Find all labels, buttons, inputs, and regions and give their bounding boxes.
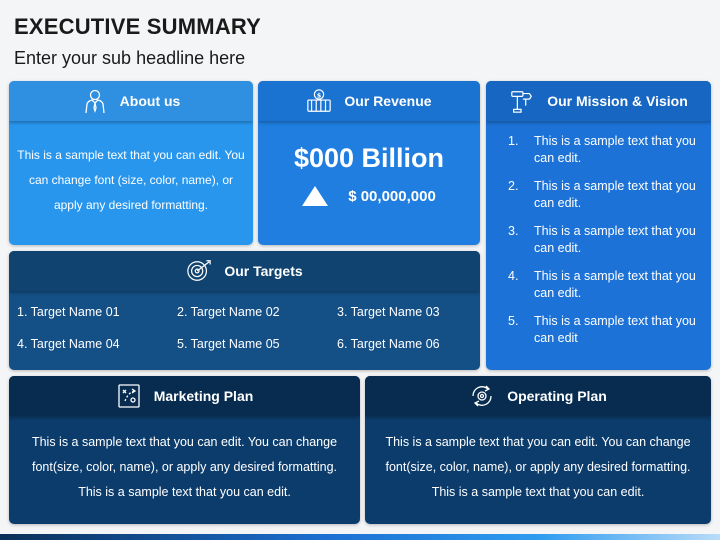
- list-item: [508, 133, 701, 167]
- money-stack-icon: [306, 88, 332, 114]
- mission-list: [486, 121, 711, 347]
- target-item: 4. Target Name 04: [17, 337, 120, 351]
- about-text: This is a sample text that you can edit. You can change font (size, color, name), or apply any desired formatting.: [17, 148, 245, 212]
- target-item: 5. Target Name 05: [177, 337, 280, 351]
- mission-card: [486, 81, 711, 370]
- mission-item-num: 4.: [508, 269, 519, 283]
- marketing-text: This is a sample text that you can edit. You can change font(size, color, name), or apply any desired formatting. This is a sample text that you can edit.: [31, 435, 338, 499]
- target-item: 3. Target Name 03: [337, 305, 440, 319]
- targets-grid: [9, 291, 480, 351]
- mission-item-text: This is a sample text that you can edit.: [534, 134, 696, 165]
- mission-item-text: This is a sample text that you can edit.: [534, 224, 696, 255]
- operating-card: [365, 376, 711, 524]
- revenue-amount: $000 Billion: [293, 143, 445, 173]
- list-item: [508, 223, 701, 257]
- list-item: [508, 268, 701, 302]
- marketing-header: [9, 376, 360, 416]
- bottom-gradient-bar: [0, 534, 720, 540]
- mission-heading: Our Mission & Vision: [547, 93, 688, 109]
- revenue-heading: Our Revenue: [344, 93, 432, 109]
- revenue-sub-amount: $ 00,000,000: [348, 187, 436, 205]
- list-item: [508, 313, 701, 347]
- revenue-header: [258, 81, 480, 121]
- target-item: 1. Target Name 01: [17, 305, 120, 319]
- businessman-icon: [82, 88, 108, 114]
- mission-item-num: 3.: [508, 224, 519, 238]
- about-card: [9, 81, 253, 245]
- cycle-gear-icon: [469, 383, 495, 409]
- mission-item-num: 1.: [508, 134, 519, 148]
- marketing-heading: Marketing Plan: [153, 388, 254, 404]
- targets-header: [9, 251, 480, 291]
- mission-item-text: This is a sample text that you can edit: [534, 314, 696, 345]
- operating-text: This is a sample text that you can edit. You can change font(size, color, name), or apply any desired formatting. This is a sample text that you can edit.: [385, 435, 691, 499]
- mission-item-num: 2.: [508, 179, 519, 193]
- about-heading: About us: [119, 93, 181, 109]
- targets-heading: Our Targets: [224, 263, 303, 279]
- target-icon: [186, 258, 212, 284]
- operating-header: [365, 376, 711, 416]
- targets-card: [9, 251, 480, 370]
- marketing-card: [9, 376, 360, 524]
- svg-text:$: $: [317, 91, 322, 100]
- mission-item-text: This is a sample text that you can edit.: [534, 269, 696, 300]
- strategy-board-icon: [116, 383, 142, 409]
- target-item: 2. Target Name 02: [177, 305, 280, 319]
- gavel-icon: [509, 88, 535, 114]
- operating-heading: Operating Plan: [507, 388, 607, 404]
- list-item: [508, 178, 701, 212]
- page-title: EXECUTIVE SUMMARY: [14, 14, 262, 39]
- revenue-card: [258, 81, 480, 245]
- mission-item-num: 5.: [508, 314, 519, 328]
- mission-header: [486, 81, 711, 121]
- about-header: [9, 81, 253, 121]
- triangle-up-icon: [302, 186, 328, 206]
- target-item: 6. Target Name 06: [337, 337, 440, 351]
- page-subtitle: Enter your sub headline here: [14, 48, 246, 68]
- mission-item-text: This is a sample text that you can edit.: [534, 179, 696, 210]
